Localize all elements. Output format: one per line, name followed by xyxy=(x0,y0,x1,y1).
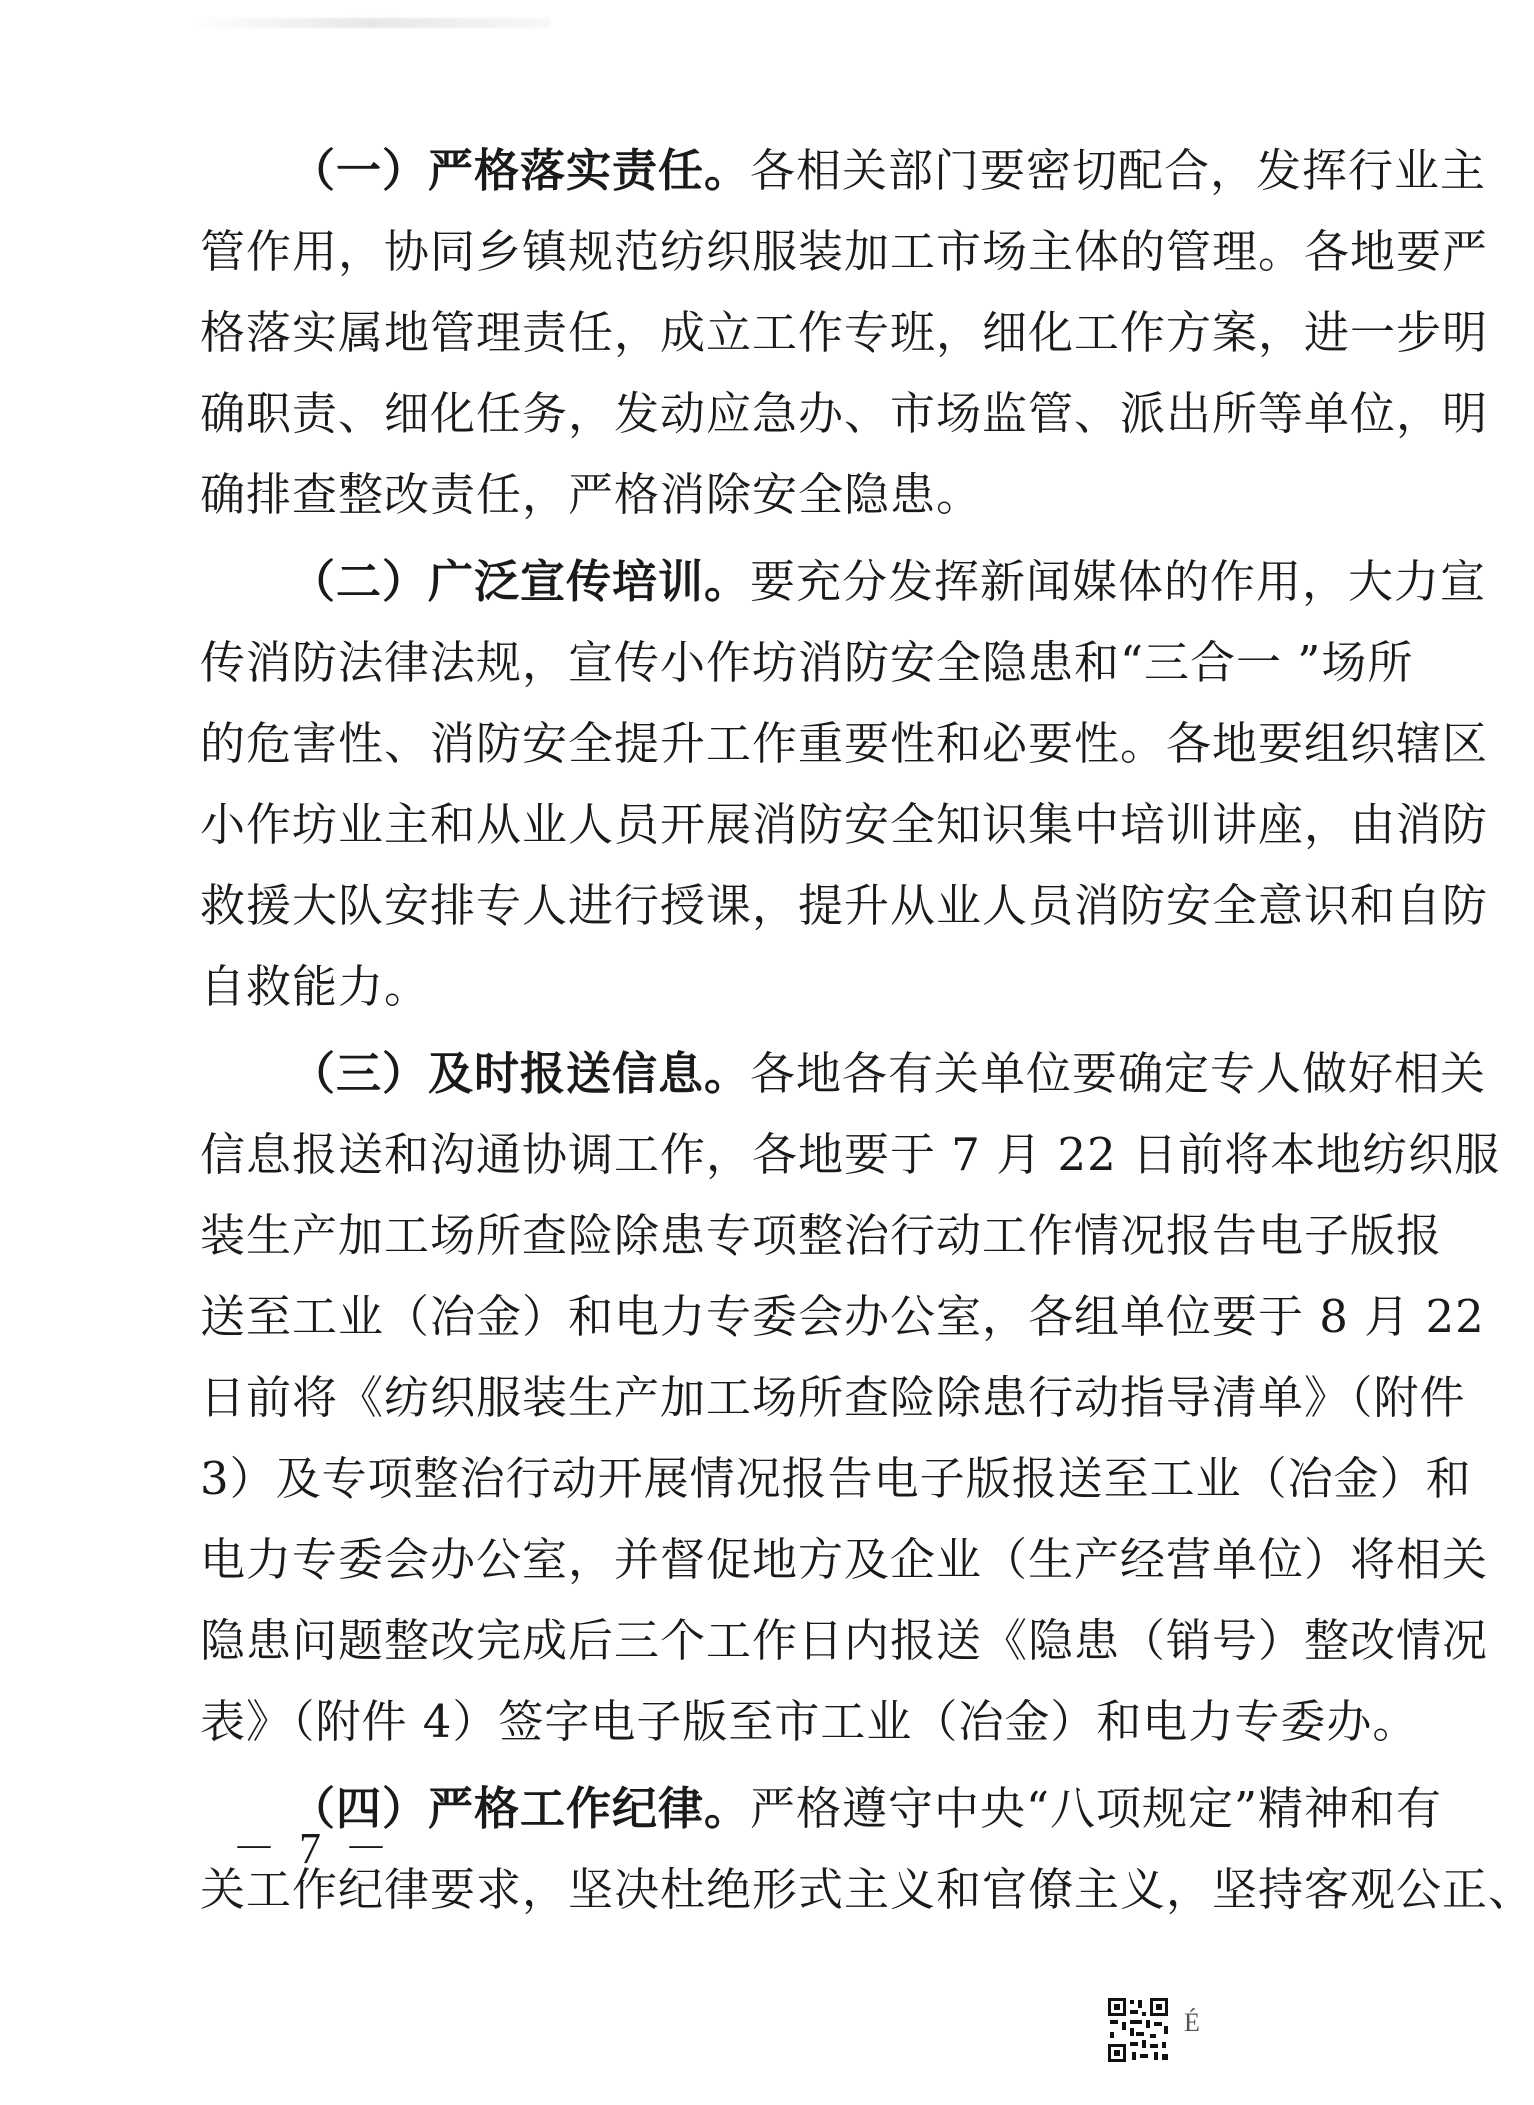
paragraph-line: 格落实属地管理责任，成立工作专班，细化工作方案，进一步明 xyxy=(200,306,1489,359)
line-text: 要充分发挥新闻媒体的作用，大力宣 xyxy=(750,555,1487,608)
paragraph-line: 小作坊业主和从业人员开展消防安全知识集中培训讲座，由消防 xyxy=(200,798,1489,851)
section-heading: （四）严格工作纪律。 xyxy=(290,1782,751,1835)
paragraph-line: 确职责、细化任务，发动应急办、市场监管、派出所等单位，明 xyxy=(200,387,1489,440)
paragraph-line: 装生产加工场所查险除患专项整治行动工作情况报告电子版报 xyxy=(200,1209,1443,1262)
page-number: － 7 － xyxy=(232,1824,394,1873)
paragraph-1 xyxy=(200,130,1489,535)
paragraph-line: 救援大队安排专人进行授课，提升从业人员消防安全意识和自防 xyxy=(200,879,1489,932)
paragraph-line: 传消防法律法规，宣传小作坊消防安全隐患和“三合一 ”场所 xyxy=(200,636,1414,689)
qr-code-icon xyxy=(1106,1996,1170,2064)
paragraph-line: 日前将《纺织服装生产加工场所查险除患行动指导清单》（附件 xyxy=(200,1371,1466,1424)
paragraph-line: 管作用，协同乡镇规范纺织服装加工市场主体的管理。各地要严 xyxy=(200,225,1489,278)
section-heading: （一）严格落实责任。 xyxy=(290,144,751,197)
paragraph-line: 表》（附件 4）签字电子版至市工业（冶金）和电力专委办。 xyxy=(200,1695,1419,1748)
paragraph-line: 的危害性、消防安全提升工作重要性和必要性。各地要组织辖区 xyxy=(200,717,1489,770)
paragraph-line: 确排查整改责任，严格消除安全隐患。 xyxy=(200,468,983,521)
line-text: 各地各有关单位要确定专人做好相关 xyxy=(750,1047,1487,1100)
paragraph-first-line xyxy=(200,541,1487,622)
paragraph-3 xyxy=(200,1033,1501,1762)
section-heading: （三）及时报送信息。 xyxy=(290,1047,751,1100)
paragraph-line: 3）及专项整治行动开展情况报告电子版报送至工业（冶金）和 xyxy=(200,1452,1472,1505)
corner-mark: É xyxy=(1184,2008,1200,2037)
line-text: 各相关部门要密切配合，发挥行业主 xyxy=(750,144,1487,197)
paragraph-first-line xyxy=(200,1033,1487,1114)
paragraph-line: 电力专委会办公室，并督促地方及企业（生产经营单位）将相关 xyxy=(200,1533,1489,1586)
body-text xyxy=(200,130,1534,1936)
line-text: 严格遵守中央“八项规定”精神和有 xyxy=(750,1782,1443,1835)
paragraph-line: 自救能力。 xyxy=(200,960,431,1013)
scan-artifact xyxy=(190,18,550,28)
section-heading: （二）广泛宣传培训。 xyxy=(290,555,751,608)
paragraph-line: 关工作纪律要求，坚决杜绝形式主义和官僚主义，坚持客观公正、 xyxy=(200,1863,1534,1916)
paragraph-2 xyxy=(200,541,1489,1027)
paragraph-first-line xyxy=(200,130,1487,211)
paragraph-line: 信息报送和沟通协调工作，各地要于 7 月 22 日前将本地纺织服 xyxy=(200,1128,1501,1181)
paragraph-line: 送至工业（冶金）和电力专委会办公室，各组单位要于 8 月 22 xyxy=(200,1290,1485,1343)
paragraph-line: 隐患问题整改完成后三个工作日内报送《隐患（销号）整改情况 xyxy=(200,1614,1489,1667)
